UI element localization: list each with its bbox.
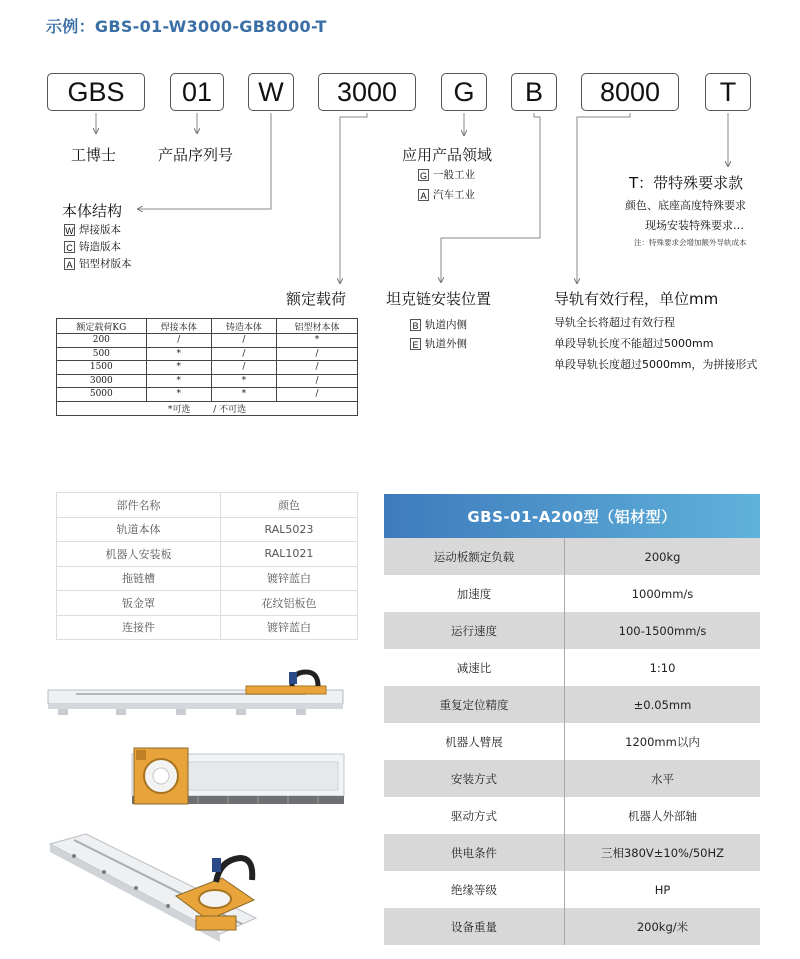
color-table <box>56 492 358 640</box>
chain-option-e: E 轨道外侧 <box>410 336 467 351</box>
table-row: 安装方式 水平 <box>384 760 760 797</box>
table-row: 500 * / / <box>57 347 358 361</box>
color-table-header: 部件名称 颜色 <box>57 493 358 518</box>
label-rail-stroke: 导轨有效行程，单位mm <box>554 290 719 308</box>
label-rail-desc1: 导轨全长将超过有效行程 <box>554 316 675 329</box>
label-t-desc2: 现场安装特殊要求… <box>645 219 744 232</box>
label-series: 产品序列号 <box>158 146 234 164</box>
table-row: 供电条件 三相380V±10%/50HZ <box>384 834 760 871</box>
table-row: 机器人臂展 1200mm以内 <box>384 723 760 760</box>
table-row: 减速比 1:10 <box>384 649 760 686</box>
table-row: 拖链槽 镀锌蓝白 <box>57 566 358 591</box>
table-row: 3000 * * / <box>57 374 358 388</box>
header-cell: 额定载荷KG <box>57 319 147 334</box>
code-box-t: T <box>705 73 751 111</box>
header-cell: 铸造本体 <box>211 319 276 334</box>
label-tank-chain: 坦克链安装位置 <box>386 290 492 308</box>
label-t-title: T：带特殊要求款 <box>629 174 744 192</box>
chain-option-b: B 轨道内侧 <box>410 317 467 332</box>
body-option-w: W 焊接版本 <box>65 224 121 236</box>
rail-illustration-side <box>46 664 346 724</box>
rail-illustration-angle <box>46 826 261 944</box>
table-row: 驱动方式 机器人外部轴 <box>384 797 760 834</box>
table-row: 绝缘等级 HP <box>384 871 760 908</box>
table-row: 机器人安装板 RAL1021 <box>57 542 358 567</box>
table-row: 运行速度 100-1500mm/s <box>384 612 760 649</box>
code-box-field: G <box>441 73 487 111</box>
table-row: 连接件 镀锌蓝白 <box>57 615 358 640</box>
code-box-gbs: GBS <box>47 73 145 111</box>
table-row: 设备重量 200kg/米 <box>384 908 760 945</box>
label-t-desc1: 颜色、底座高度特殊要求 <box>625 199 746 212</box>
code-box-load: 3000 <box>318 73 416 111</box>
code-box-chain: B <box>511 73 557 111</box>
field-option-g: G 一般工业 <box>419 169 475 181</box>
table-row: 5000 * * / <box>57 388 358 402</box>
table-legend: *可选 / 不可选 <box>167 404 247 415</box>
table-row: 运动板额定负载 200kg <box>384 538 760 575</box>
label-rail-desc3: 单段导轨长度超过5000mm，为拼接形式 <box>554 358 758 371</box>
header-cell: 焊接本体 <box>146 319 211 334</box>
field-option-a: A 汽车工业 <box>418 187 475 202</box>
table-row: 钣金罩 花纹铝板色 <box>57 591 358 616</box>
load-table <box>56 318 358 416</box>
code-box-body: W <box>248 73 294 111</box>
label-gbs: 工博士 <box>71 146 117 164</box>
label-rail-desc2: 单段导轨长度不能超过5000mm <box>554 337 714 350</box>
page-title: 示例：GBS-01-W3000-GB8000-T <box>46 17 327 36</box>
table-row: 重复定位精度 ±0.05mm <box>384 686 760 723</box>
label-rated-load: 额定载荷 <box>286 290 347 308</box>
header-cell: 铝型材本体 <box>276 319 357 334</box>
label-field: 应用产品领域 <box>402 146 493 164</box>
body-option-c: C 铸造版本 <box>64 239 121 254</box>
table-row: 200 / / * <box>57 334 358 348</box>
rail-illustration-top <box>128 746 348 816</box>
table-row-legend <box>57 401 358 415</box>
label-t-note: 注：特殊要求会增加额外导轨成本 <box>634 238 747 247</box>
code-box-stroke: 8000 <box>581 73 679 111</box>
table-row: 1500 * / / <box>57 361 358 375</box>
label-body-struct: 本体结构 <box>62 202 123 220</box>
table-row: 加速度 1000mm/s <box>384 575 760 612</box>
body-option-a: A 铝型材版本 <box>64 256 132 271</box>
spec-table-title: GBS-01-A200型（铝材型） <box>384 494 760 538</box>
table-row: 轨道本体 RAL5023 <box>57 517 358 542</box>
code-box-series: 01 <box>170 73 224 111</box>
load-table-header <box>57 319 358 334</box>
